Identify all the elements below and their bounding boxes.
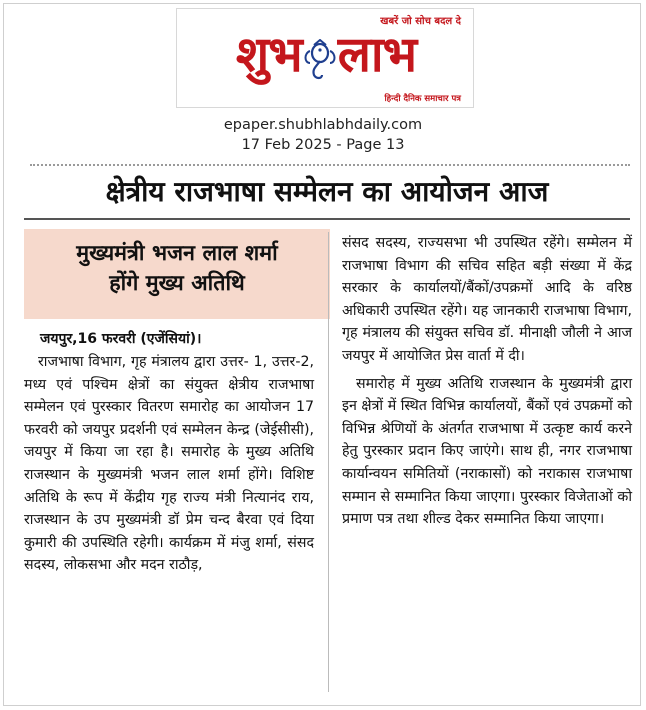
epaper-site-url[interactable]: epaper.shubhlabhdaily.com [223, 117, 423, 133]
article-paragraph: समारोह में मुख्य अतिथि राजस्थान के मुख्यमंत्री द्वारा इन क्षेत्रों में स्थित विभिन्न कार्यालयों, बैंकों एवं उपक्रमों को विभिन्न श्रेणियों के अंतर्गत राजभाषा में उत्कृष्ट कार्य करने हेतु पुरस्कार प्रदान किए जाएंगे। साथ ही, नगर राजभाषा कार्यान्वयन समितियों (नराकासों) को नराकास राजभाषा सम्मान से सम्मानित किया जाएगा। पुरस्कार विजेताओं को प्रमाण पत्र तथा शील्ड देकर सम्मानित किया जाएगा। [342, 375, 632, 528]
logo-left-text: शुभ [235, 26, 302, 83]
article-dateline: जयपुर,16 फरवरी (एजेंसियां)। [40, 331, 202, 347]
subhead-line-1: मुख्यमंत्री भजन लाल शर्मा [76, 241, 278, 266]
subhead-box [24, 229, 330, 319]
headline-rule [24, 218, 630, 220]
article-paragraph: राजभाषा विभाग, गृह मंत्रालय द्वारा उत्तर- 1, उत्तर-2, मध्य एवं पश्चिम क्षेत्रों का संयुक्त क्षेत्रीय राजभाषा सम्मेलन एवं पुरस्कार वितरण समारोह का आयोजन 17 फरवरी को जयपुर प्रदर्शनी एवं सम्मेलन केन्द्र (जेईसीसी), जयपुर में किया जा रहा है। समारोह के मुख्य अतिथि राजस्थान के मुख्यमंत्री भजन लाल शर्मा होंगे। विशिष्ट अतिथि के रूप में केंद्रीय गृह राज्य मंत्री नित्यानंद राय, राजस्थान के उप मुख्यमंत्री डॉ प्रेम चन्द बैरवा एवं दिया कुमारी की उपस्थिति रहेगी। कार्यक्रम में मंजु शर्मा, संसद सदस्य, लोकसभा और मदन राठौड़, [24, 354, 314, 574]
news-clipping [18, 170, 636, 700]
clip-dotted-divider [30, 164, 630, 166]
masthead-tagline: खबरें जो सोच बदल दे [380, 16, 461, 27]
masthead [176, 8, 474, 108]
ganesh-emblem-icon [302, 39, 338, 83]
column-divider [328, 232, 329, 692]
article-paragraph: संसद सदस्य, राज्यसभा भी उपस्थित रहेंगे। सम्मेलन में राजभाषा विभाग की सचिव सहित बड़ी संख्या में केंद्र सरकार के कार्यालयों/बैंकों/उपक्रमों आदि के वरिष्ठ अधिकारी उपस्थित रहेंगे। यह जानकारी राजभाषा विभाग, गृह मंत्रालय की संयुक्त सचिव डॉ. मीनाक्षी जौली ने आज जयपुर में आयोजित प्रेस वार्ता में दी। [342, 235, 632, 364]
logo-right-text: लाभ [337, 26, 417, 83]
article-column-right [342, 232, 632, 531]
article-subhead [24, 239, 330, 299]
masthead-subtitle: हिन्दी दैनिक समाचार पत्र [384, 94, 461, 104]
article-headline: क्षेत्रीय राजभाषा सम्मेलन का आयोजन आज [105, 175, 549, 208]
subhead-line-2: होंगे मुख्य अतिथि [109, 271, 245, 296]
edition-page-info: 17 Feb 2025 - Page 13 [241, 137, 405, 153]
article-column-left [24, 351, 314, 577]
